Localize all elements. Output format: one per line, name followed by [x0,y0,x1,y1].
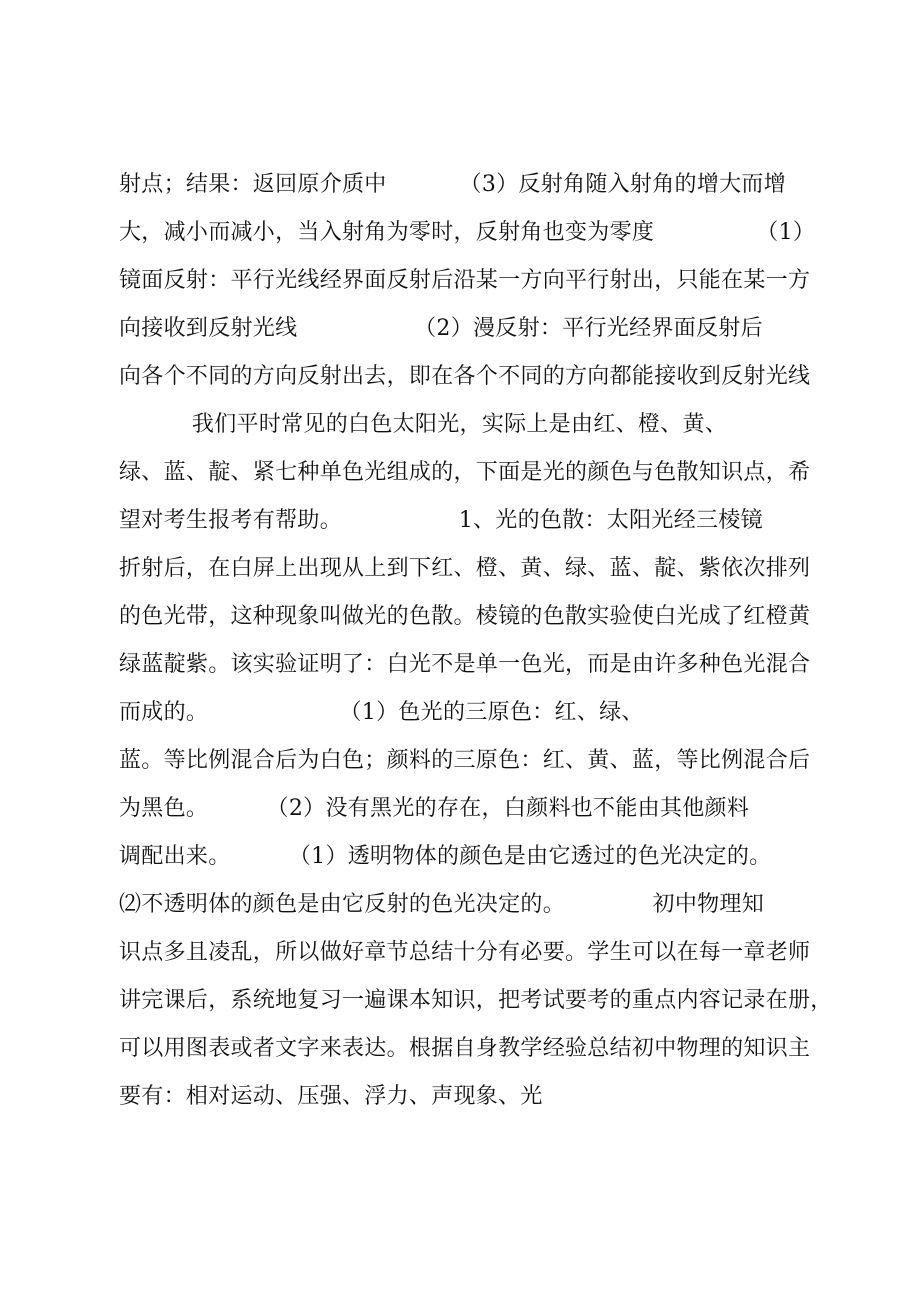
text-line: 绿蓝靛紫。该实验证明了：白光不是单一色光，而是由许多种色光混合 [119,652,811,677]
text-line: 向接收到反射光线 （2）漫反射：平行光经界面反射后 [119,316,763,341]
text-line: 向各个不同的方向反射出去，即在各个不同的方向都能接收到反射光线 [119,364,811,389]
text-line: 调配出来。 （1）透明物体的颜色是由它透过的色光决定的。 [119,844,772,869]
text-line: 而成的。 （1）色光的三原色：红、绿、 [119,700,644,725]
text-line: 镜面反射：平行光线经界面反射后沿某一方向平行射出，只能在某一方 [119,268,811,293]
text-line: 望对考生报考有帮助。 1、光的色散：太阳光经三棱镜 [119,508,763,533]
text-line: 折射后，在白屏上出现从上到下红、橙、黄、绿、蓝、靛、紫依次排列 [119,556,811,581]
text-line: 要有：相对运动、压强、浮力、声现象、光 [119,1084,543,1109]
text-line: 大，减小而减小，当入射角为零时，反射角也变为零度 （1） [119,220,816,245]
text-line: ⑵不透明体的颜色是由它反射的色光决定的。 初中物理知 [119,892,765,917]
text-line: 可以用图表或者文字来表达。根据自身教学经验总结初中物理的知识主 [119,1036,811,1061]
text-line: 讲完课后，系统地复习一遍课本知识，把考试要考的重点内容记录在册， [119,988,833,1013]
text-line: 识点多且凌乱，所以做好章节总结十分有必要。学生可以在每一章老师 [119,940,811,965]
text-line: 蓝。等比例混合后为白色；颜料的三原色：红、黄、蓝，等比例混合后 [119,748,811,773]
text-line: 我们平时常见的白色太阳光，实际上是由红、橙、黄、 [119,412,728,437]
text-line: 为黑色。 （2）没有黑光的存在，白颜料也不能由其他颜料 [119,796,750,821]
text-line: 绿、蓝、靛、紧七种单色光组成的，下面是光的颜色与色散知识点，希 [119,460,811,485]
text-line: 射点；结果：返回原介质中 （3）反射角随入射角的增大而增 [119,172,787,197]
text-line: 的色光带，这种现象叫做光的色散。棱镜的色散实验使白光成了红橙黄 [119,604,811,629]
